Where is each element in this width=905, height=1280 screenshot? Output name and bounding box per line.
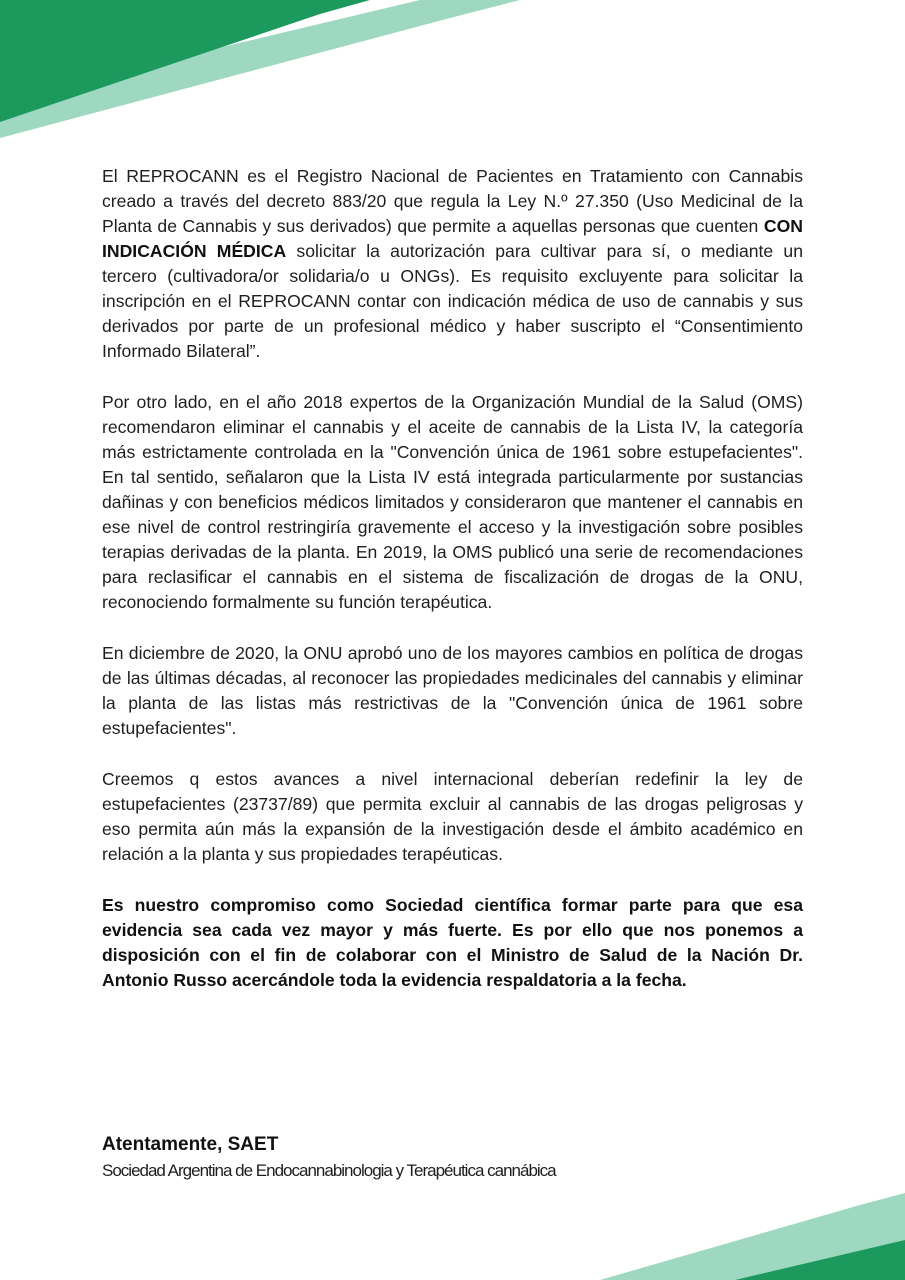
signature-block — [102, 1131, 822, 1183]
paragraph-text: En diciembre de 2020, la ONU aprobó uno de los mayores cambios en política de drogas de las últimas décadas, al reconocer las propiedades medicinales del cannabis y eliminar la planta de las listas más restrictivas de la "Convención única de 1961 sobre estupefacientes". — [102, 643, 803, 738]
top-left-dark-stripe — [0, 0, 370, 122]
bottom-right-dark-stripe — [735, 1240, 905, 1280]
paragraph-5 — [102, 893, 803, 993]
emphasis-text: CON INDICACIÓN MÉDICA — [102, 216, 803, 261]
paragraph-text: solicitar la autorización para cultivar para sí, o mediante un tercero (cultivadora/or solidaria/o u ONGs). Es requisito excluyente para solicitar la inscripción en el REPROCANN contar con indicación médica de uso de cannabis y sus derivados por parte de un profesional médico y haber suscripto el “Consentimiento Informado Bilateral”. — [102, 241, 803, 361]
paragraph-1 — [102, 164, 803, 364]
top-left-light-stripe — [0, 0, 520, 138]
paragraph-text: Por otro lado, en el año 2018 expertos de la Organización Mundial de la Salud (OMS) recomendaron eliminar el cannabis y el aceite de cannabis de la Lista IV, la categoría más estrictamente controlada en la "Convención única de 1961 sobre estupefacientes". En tal sentido, señalaron que la Lista IV está integrada particularmente por sustancias dañinas y con beneficios médicos limitados y consideraron que mantener el cannabis en ese nivel de control restringiría gravemente el acceso y la investigación sobre posibles terapias derivadas de la planta. En 2019, la OMS publicó una serie de recomendaciones para reclasificar el cannabis en el sistema de fiscalización de drogas de la ONU, reconociendo formalmente su función terapéutica. — [102, 392, 803, 612]
paragraph-text: Es nuestro compromiso como Sociedad científica formar parte para que esa evidencia sea cada vez mayor y más fuerte. Es por ello que nos ponemos a disposición con el fin de colaborar con el Ministro de Salud de la Nación Dr. Antonio Russo acercándole toda la evidencia respaldatoria a la fecha. — [102, 895, 803, 990]
signature-organization: Sociedad Argentina de Endocannabinologia y Terapéutica cannábica — [102, 1161, 556, 1180]
paragraph-text: Creemos q estos avances a nivel internacional deberían redefinir la ley de estupefacientes (23737/89) que permita excluir al cannabis de las drogas peligrosas y eso permita aún más la expansión de la investigación desde el ámbito académico en relación a la planta y sus propiedades terapéuticas. — [102, 769, 803, 864]
paragraph-4 — [102, 767, 803, 867]
signature-closing: Atentamente, SAET — [102, 1134, 279, 1155]
letter-body — [102, 164, 803, 1019]
bottom-right-light-stripe — [600, 1193, 905, 1280]
paragraph-text: El REPROCANN es el Registro Nacional de Pacientes en Tratamiento con Cannabis creado a través del decreto 883/20 que regula la Ley N.º 27.350 (Uso Medicinal de la Planta de Cannabis y sus derivados) que permite a aquellas personas que cuenten — [102, 166, 803, 236]
paragraph-3 — [102, 641, 803, 741]
paragraph-2 — [102, 390, 803, 615]
